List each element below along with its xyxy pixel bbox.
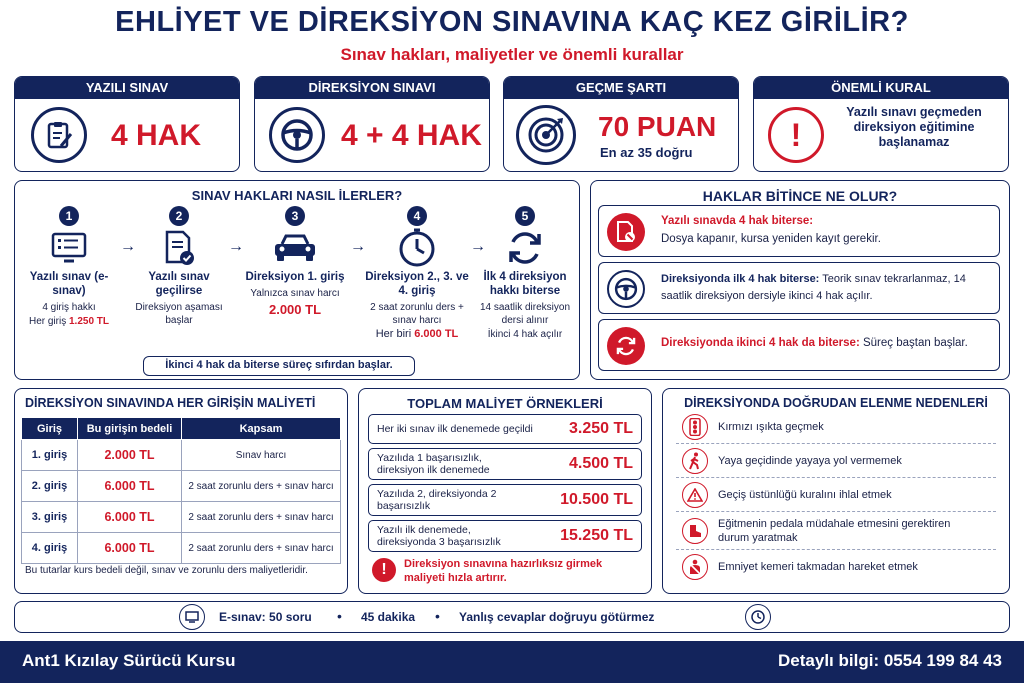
step-number: 2 [169,206,189,226]
page-title: EHLİYET VE DİREKSİYON SINAVINA KAÇ KEZ GİRİLİR? [115,6,909,38]
seatbelt-icon [682,554,708,580]
info-duration: 45 dakika [361,610,416,624]
step-1 [14,206,124,328]
total-row [368,520,642,552]
exclamation-icon: ! [768,107,824,163]
pedal-icon [682,518,708,544]
total-row-value: 3.250 TL [568,420,633,437]
refresh-icon [607,327,645,365]
table-row [22,440,341,471]
table-header: Bu girişin bedeli [78,418,182,440]
clock-icon [745,604,771,630]
total-section-title: TOPLAM MALİYET ÖRNEKLERİ [407,396,603,411]
step-price-value: 6.000 TL [414,328,459,340]
cost-table-note: Bu tutarlar kurs bedeli değil, sınav ve zorunlu ders maliyetleridir. [25,565,308,576]
step-desc: 14 saatlik direksiyon dersi alınır [479,302,571,326]
step-title: İlk 4 direksiyon hakkı biterse [483,271,567,297]
table-cell: 4. giriş [22,533,78,564]
steps-section-title: SINAV HAKLARI NASIL İLERLER? [191,188,403,203]
total-row-value: 15.250 TL [560,527,633,544]
document-check-icon [124,226,234,270]
after-item-title: Yazılı sınavda 4 hak biterse: [661,215,814,227]
target-icon [516,105,576,165]
table-cell: Sınav harcı [182,440,341,471]
card-head: ÖNEMLİ KURAL [754,77,1008,99]
step-desc: İkinci 4 hak açılır [487,329,563,340]
table-cell: 2. giriş [22,471,78,502]
step-price [362,328,472,341]
total-row-label: Her iki sınav ilk denemede geçildi [377,423,533,435]
table-cell: 2 saat zorunlu ders + sınav harcı [182,471,341,502]
total-row-label: Yazılıda 2, direksiyonda 2 başarısızlık [377,488,497,512]
after-item-title: Direksiyonda ikinci 4 hak da biterse: [661,337,860,349]
arrow-right-icon: → [470,238,486,255]
table-cell: 2.000 TL [78,440,182,471]
pass-score-value: 70 PUAN [598,111,717,142]
steering-wheel-icon [269,107,325,163]
elimination-item [676,478,996,512]
traffic-light-icon [682,414,708,440]
table-cell: 1. giriş [22,440,78,471]
after-item-title: Direksiyonda ilk 4 hak biterse: [661,273,820,285]
pass-score-sub: En az 35 doğru [600,145,693,160]
card-pass-condition [503,76,739,172]
exclamation-icon: ! [372,558,396,582]
cost-table [21,417,341,564]
warning-triangle-icon [682,482,708,508]
elimination-item [676,410,996,444]
elimination-text: Yaya geçidinde yayaya yol vermemek [718,454,902,467]
step-price-value: 1.250 TL [68,316,110,327]
info-rule: Yanlış cevaplar doğruyu götürmez [459,610,655,624]
step-2 [124,206,234,327]
total-row-label: Yazılıda 1 başarısızlık, direksiyon ilk denemede [377,452,490,476]
step-title: Direksiyon 1. giriş [245,271,345,283]
step-desc: 2 saat zorunlu ders + sınav harcı [370,302,464,326]
bullet-separator: • [435,608,440,624]
cost-table-section [14,388,348,594]
total-row [368,448,642,480]
table-row [22,502,341,533]
table-header: Giriş [22,418,78,440]
card-written-exam [14,76,240,172]
table-row [22,533,341,564]
footer-contact: Detaylı bilgi: 0554 199 84 43 [778,651,1002,670]
footer-brand: Ant1 Kızılay Sürücü Kursu [22,651,236,670]
elimination-text: Emniyet kemeri takmadan hareket etmek [718,561,918,573]
after-item-driving-second [598,319,1000,371]
important-rule-text: Yazılı sınavı geçmeden direksiyon eğitimine başlanamaz [846,105,982,149]
total-row-value: 10.500 TL [560,491,633,508]
document-cancel-icon [607,213,645,251]
total-warning: Direksiyon sınavına hazırlıksız girmek maliyeti hızla artırır. [404,558,603,584]
card-head: DİREKSİYON SINAVI [255,77,489,99]
pedestrian-icon [682,448,708,474]
card-important-rule [753,76,1009,172]
refresh-icon [470,226,580,270]
step-number: 3 [285,206,305,226]
step-price-label: Her giriş [28,316,69,327]
after-item-text: Dosya kapanır, kursa yeniden kayıt gerekir. [661,233,881,245]
elimination-text: Geçiş üstünlüğü kuralını ihlal etmek [718,488,892,501]
card-driving-exam [254,76,490,172]
table-cell: 3. giriş [22,502,78,533]
footer [0,641,1024,683]
card-head: GEÇME ŞARTI [504,77,738,99]
after-item-driving-first [598,262,1000,314]
step-desc: Yalnızca sınav harcı [250,288,340,299]
step-title: Direksiyon 2., 3. ve 4. giriş [365,271,469,297]
written-exam-value: 4 HAK [111,119,202,152]
restart-note: İkinci 4 hak da biterse süreç sıfırdan başlar. [143,356,415,376]
table-cell: 6.000 TL [78,502,182,533]
step-price [14,315,124,328]
exam-screen-icon [14,226,124,270]
table-cell: 6.000 TL [78,471,182,502]
step-number: 4 [407,206,427,226]
page-subtitle: Sınav hakları, maliyetler ve önemli kurallar [340,45,684,64]
info-bar [14,601,1010,633]
elimination-section-title: DİREKSİYONDA DOĞRUDAN ELENME NEDENLERİ [684,396,988,410]
card-head: YAZILI SINAV [15,77,239,99]
driving-exam-value: 4 + 4 HAK [341,119,482,152]
step-price-value: 2.000 TL [268,302,322,317]
total-row-label: Yazılı ilk denemede, direksiyonda 3 başarısızlık [377,524,501,548]
step-5 [470,206,580,341]
step-title: Yazılı sınav (e-sınav) [29,271,109,297]
step-4 [362,206,472,341]
arrow-right-icon: → [120,238,136,255]
bullet-separator: • [337,608,342,624]
after-item-text: Süreç baştan başlar. [862,337,968,349]
after-section-title: HAKLAR BİTİNCE NE OLUR? [702,188,898,204]
total-row-value: 4.500 TL [568,455,633,472]
step-desc: 4 giriş hakkı [42,302,96,313]
total-row [368,414,642,444]
after-item-body [661,337,968,349]
clock-icon [362,226,472,270]
table-row [22,471,341,502]
step-3 [240,206,350,316]
step-number: 5 [515,206,535,226]
total-row [368,484,642,516]
elimination-item [676,512,996,550]
steering-wheel-icon [607,270,645,308]
step-title: Yazılı sınav geçilirse [148,271,210,297]
step-price-label: Her biri [375,328,415,340]
after-item-body [661,271,995,305]
step-number: 1 [59,206,79,226]
table-cell: 2 saat zorunlu ders + sınav harcı [182,533,341,564]
step-desc: Direksiyon aşaması başlar [135,302,223,326]
elimination-item [676,550,996,584]
arrow-right-icon: → [228,238,244,255]
table-header-row [22,418,341,440]
info-question-count: E-sınav: 50 soru [219,610,312,624]
elimination-text: Kırmızı ışıkta geçmek [718,420,824,433]
elimination-text: Eğitmenin pedala müdahale etmesini gerektiren durum yaratmak [718,517,951,544]
car-icon [240,226,350,270]
monitor-icon [179,604,205,630]
elimination-item [676,444,996,478]
after-item-text: Teorik sınav tekrarlanmaz, 14 saatlik direksiyon dersiyle ikinci 4 hak açılır. [661,273,966,302]
cost-table-title: DİREKSİYON SINAVINDA HER GİRİŞİN MALİYETİ [25,396,316,410]
table-header: Kapsam [182,418,341,440]
clipboard-pen-icon [31,107,87,163]
table-cell: 2 saat zorunlu ders + sınav harcı [182,502,341,533]
arrow-right-icon: → [350,238,366,255]
after-item-written [598,205,1000,257]
table-cell: 6.000 TL [78,533,182,564]
